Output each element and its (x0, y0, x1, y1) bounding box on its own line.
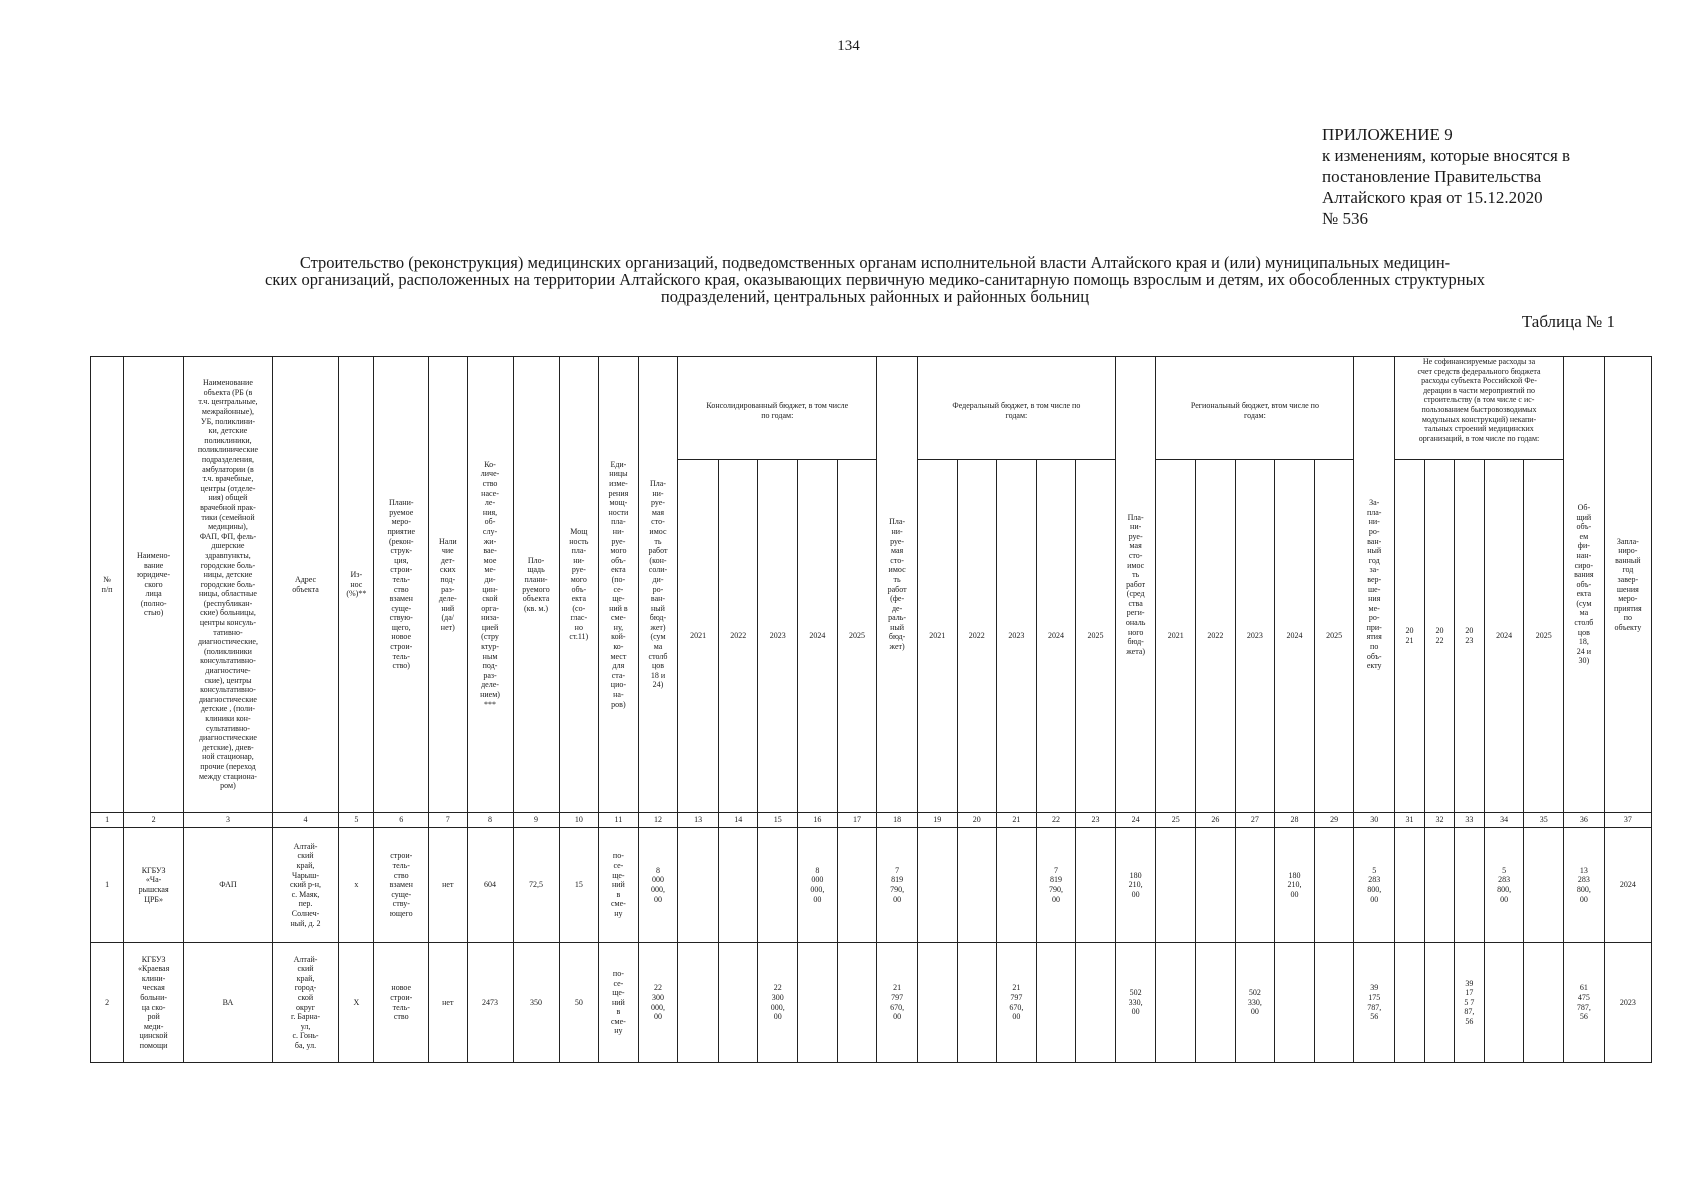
table-cell: 22 300 000, 00 (638, 943, 678, 1063)
table-cell (1156, 828, 1196, 943)
title-line: ских организаций, расположенных на территории Алтайского края, оказывающих первичную медико-санитарную помощь взрослым и детям, их обособленных структурных (265, 270, 1485, 289)
header-cell-total-funding: Об- щий объ- ем фи- нан- сиро- вания объ- екта (сум ма столб цов 18, 24 и 30) (1564, 357, 1605, 813)
header-year: 2025 (1524, 460, 1564, 813)
header-cell-area: Пло- щадь плани- руемого объекта (кв. м.) (513, 357, 559, 813)
header-year: 20 23 (1454, 460, 1484, 813)
table-cell (1454, 828, 1484, 943)
table-cell (798, 943, 838, 1063)
table-cell: 502 330, 00 (1115, 943, 1156, 1063)
table-cell (1076, 943, 1116, 1063)
table-cell: 21 797 670, 00 (997, 943, 1037, 1063)
column-number: 26 (1196, 813, 1236, 828)
column-number: 27 (1235, 813, 1275, 828)
column-number: 5 (339, 813, 374, 828)
table-row (91, 828, 1652, 943)
column-number: 36 (1564, 813, 1605, 828)
column-number-row (91, 813, 1652, 828)
column-number: 24 (1115, 813, 1156, 828)
table-cell (718, 828, 758, 943)
table-cell: 7 819 790, 00 (877, 828, 918, 943)
table-cell (1395, 943, 1425, 1063)
table-cell: 2024 (1604, 828, 1651, 943)
column-number: 14 (718, 813, 758, 828)
table-cell: 5 283 800, 00 (1354, 828, 1395, 943)
header-cell-legal-entity: Наимено- вание юридиче- ского лица (полно- стью) (124, 357, 184, 813)
column-number: 37 (1604, 813, 1651, 828)
column-number: 12 (638, 813, 678, 828)
table-cell (678, 943, 719, 1063)
table-cell: 180 210, 00 (1275, 828, 1315, 943)
table-cell: 2473 (467, 943, 513, 1063)
table-cell (1314, 828, 1354, 943)
table-cell: 50 (559, 943, 599, 1063)
table-cell: строи- тель- ство взамен суще- ству- ющего (374, 828, 429, 943)
appendix-line: постановление Правительства (1322, 167, 1542, 186)
column-number: 13 (678, 813, 719, 828)
table-cell: 8 000 000, 00 (798, 828, 838, 943)
header-cell-wear: Из- нос (%)** (339, 357, 374, 813)
table-cell: новое строи- тель- ство (374, 943, 429, 1063)
header-year: 2025 (1314, 460, 1354, 813)
table-cell: 72,5 (513, 828, 559, 943)
column-number: 3 (184, 813, 273, 828)
header-year: 2022 (718, 460, 758, 813)
table-cell: нет (429, 828, 468, 943)
table-cell: 39 17 5 7 87, 56 (1454, 943, 1484, 1063)
table-cell: нет (429, 943, 468, 1063)
column-number: 35 (1524, 813, 1564, 828)
table-cell (1524, 943, 1564, 1063)
table-cell: 1 (91, 828, 124, 943)
header-cell-consolidated-cost: Пла- ни- руе- мая сто- имос ть работ (кон- соли- ди- ро- ван- ный бюд- жет) (сум ма столб цов 18 и 24) (638, 357, 678, 813)
table-cell (758, 828, 798, 943)
table-cell: 21 797 670, 00 (877, 943, 918, 1063)
column-number: 25 (1156, 813, 1196, 828)
header-cell-federal-cost: Пла- ни- руе- мая сто- имос ть работ (фе- де- раль- ный бюд- жет) (877, 357, 918, 813)
header-cell-capacity: Мощ ность пла- ни- руе- мого объ- екта (со- глас- но ст.11) (559, 357, 599, 813)
header-year: 20 22 (1424, 460, 1454, 813)
column-number: 7 (429, 813, 468, 828)
column-number: 19 (917, 813, 957, 828)
appendix-line: № 536 (1322, 209, 1368, 228)
table-cell: 502 330, 00 (1235, 943, 1275, 1063)
table-cell: 15 (559, 828, 599, 943)
table-cell (678, 828, 719, 943)
header-group-non-cofinanced: Не софинансируемые расходы за счет средств федерального бюджета расходы субъекта Российской Фе- дерации в части мероприятий по строительству (в том числе с ис- пользованием быстровозводимых модульных конструкций) некапи- тальных строений медицинских организаций, в том числе по годам: (1395, 357, 1564, 460)
table-cell (1524, 828, 1564, 943)
table-cell: 7 819 790, 00 (1036, 828, 1076, 943)
column-number: 21 (997, 813, 1037, 828)
table-cell (837, 943, 877, 1063)
table-cell (957, 943, 997, 1063)
header-year: 2024 (798, 460, 838, 813)
table-cell (997, 828, 1037, 943)
table-cell: по- се- ще- ний в сме- ну (599, 828, 639, 943)
table-cell (1484, 943, 1524, 1063)
header-group-consolidated: Консолидированный бюджет, в том числе по годам: (678, 357, 877, 460)
table-cell: 5 283 800, 00 (1484, 828, 1524, 943)
table-cell: по- се- ще- ний в сме- ну (599, 943, 639, 1063)
table-cell: Х (339, 943, 374, 1063)
column-number: 4 (272, 813, 338, 828)
table-row (91, 943, 1652, 1063)
column-number: 2 (124, 813, 184, 828)
document-title (140, 254, 1610, 305)
column-number: 31 (1395, 813, 1425, 828)
header-year: 2024 (1036, 460, 1076, 813)
table-cell: 22 300 000, 00 (758, 943, 798, 1063)
column-number: 10 (559, 813, 599, 828)
table-cell: КГБУЗ «Краевая клини- ческая больни- ца ско- рой меди- цинской помощи (124, 943, 184, 1063)
column-number: 15 (758, 813, 798, 828)
column-number: 6 (374, 813, 429, 828)
header-cell-completion-year: Запла- ниро- ванный год завер- шения меро- приятия по объекту (1604, 357, 1651, 813)
column-number: 29 (1314, 813, 1354, 828)
header-cell-planned-measure: Плани- руемое меро- приятие (рекон- струк- ция, строи- тель- ство взамен суще- ствую- щего, новое строи- тель- ство) (374, 357, 429, 813)
appendix-line: ПРИЛОЖЕНИЕ 9 (1322, 125, 1453, 144)
table-cell (1424, 943, 1454, 1063)
table-label: Таблица № 1 (1521, 312, 1615, 331)
header-cell-regional-cost: Пла- ни- руе- мая сто- имос ть работ (сред ства реги- ональ ного бюд- жета) (1115, 357, 1156, 813)
column-number: 23 (1076, 813, 1116, 828)
column-number: 17 (837, 813, 877, 828)
table-cell (917, 943, 957, 1063)
header-group-federal: Федеральный бюджет, в том числе по годам: (917, 357, 1115, 460)
table-cell: х (339, 828, 374, 943)
header-year: 2022 (957, 460, 997, 813)
header-year: 2023 (997, 460, 1037, 813)
column-number: 8 (467, 813, 513, 828)
table-cell (718, 943, 758, 1063)
header-group-regional: Региональный бюджет, втом числе по годам: (1156, 357, 1354, 460)
table-cell (917, 828, 957, 943)
page-number: 134 (837, 38, 860, 54)
header-year: 20 21 (1395, 460, 1425, 813)
table-cell (1156, 943, 1196, 1063)
table-cell: ВА (184, 943, 273, 1063)
header-cell-planned-year: За- пла- ни- ро- ван- ный год за- вер- ше- ния ме- ро- при- ятия по объ- екту (1354, 357, 1395, 813)
column-number: 32 (1424, 813, 1454, 828)
appendix-line: Алтайского края от 15.12.2020 (1322, 188, 1543, 207)
column-number: 16 (798, 813, 838, 828)
column-number: 30 (1354, 813, 1395, 828)
header-cell-object-name: Наименование объекта (РБ (в т.ч. центральные, межрайонные), УБ, поликлини- ки, детские поликлиники, поликлинические подразделения, амбулатории (в т.ч. врачебные, центры (отделе- ния) общей врачебной прак- тики (семейной медицины), ФАП, ФП, фель- дшерские здравпункты, городские боль- ницы, детские городские боль- ницы, областные (республикан- ские) больницы, центры консуль- тативно- диагностические, (поликлиники консультативно- диагностиче- ские), центры консультативно- диагностические детские , (поли- клиники кон- сультативно- диагностические детские), днев- ной стационар, прочие (переход между стациона- ром) (184, 357, 273, 813)
header-year: 2021 (917, 460, 957, 813)
title-line: Строительство (реконструкция) медицинских организаций, подведомственных органам исполнительной власти Алтайского края и (или) муниципальных медицин- (299, 253, 1451, 272)
title-line: подразделений, центральных районных и районных больниц (660, 287, 1090, 306)
header-year: 2024 (1484, 460, 1524, 813)
table-cell: ФАП (184, 828, 273, 943)
header-year: 2023 (1235, 460, 1275, 813)
header-cell-number: № п/п (91, 357, 124, 813)
header-cell-population: Ко- личе- ство насе- ле- ния, об- слу- жи- вае- мое ме- ди- цин- ской орга- низа- цией (стру ктур- ным под- раз- деле- нием) *** (467, 357, 513, 813)
header-year: 2023 (758, 460, 798, 813)
header-year: 2022 (1196, 460, 1236, 813)
appendix-line: к изменениям, которые вносятся в (1322, 146, 1571, 165)
table-cell (1275, 943, 1315, 1063)
column-number: 11 (599, 813, 639, 828)
column-number: 22 (1036, 813, 1076, 828)
column-number: 9 (513, 813, 559, 828)
header-year: 2024 (1275, 460, 1315, 813)
header-cell-address: Адрес объекта (272, 357, 338, 813)
table-cell: Алтай- ский край, Чарыш- ский р-н, с. Маяк, пер. Солнеч- ный, д. 2 (272, 828, 338, 943)
table-cell: 8 000 000, 00 (638, 828, 678, 943)
column-number: 20 (957, 813, 997, 828)
table-cell: Алтай- ский край, город- ской округ г. Барна- ул, с. Гонь- ба, ул. (272, 943, 338, 1063)
table-cell: 61 475 787, 56 (1564, 943, 1605, 1063)
table-cell (837, 828, 877, 943)
table-cell (1424, 828, 1454, 943)
table-cell: 2023 (1604, 943, 1651, 1063)
header-year: 2025 (837, 460, 877, 813)
table-cell: 39 175 787, 56 (1354, 943, 1395, 1063)
table-cell: 350 (513, 943, 559, 1063)
table-cell (1036, 943, 1076, 1063)
column-number: 1 (91, 813, 124, 828)
header-year: 2021 (678, 460, 719, 813)
header-year: 2021 (1156, 460, 1196, 813)
table-cell (1076, 828, 1116, 943)
table-cell (1314, 943, 1354, 1063)
column-number: 28 (1275, 813, 1315, 828)
table-cell: 604 (467, 828, 513, 943)
appendix-block (1322, 124, 1652, 229)
column-number: 33 (1454, 813, 1484, 828)
table-cell: 180 210, 00 (1115, 828, 1156, 943)
header-cell-capacity-units: Еди- ницы изме- рения мощ- ности пла- ни- руе- мого объ- екта (по- се- ще- ний в сме- ну, кой- ко- мест для ста- цио- на- ров) (599, 357, 639, 813)
column-number: 34 (1484, 813, 1524, 828)
header-cell-children-units: Нали чие дет- ских под- раз- деле- ний (да/ нет) (429, 357, 468, 813)
table-cell (957, 828, 997, 943)
table-cell (1196, 828, 1236, 943)
table-cell (1395, 828, 1425, 943)
construction-table (90, 356, 1652, 1063)
table-cell: 13 283 800, 00 (1564, 828, 1605, 943)
table-cell: 2 (91, 943, 124, 1063)
header-year: 2025 (1076, 460, 1116, 813)
table-cell (1196, 943, 1236, 1063)
column-number: 18 (877, 813, 918, 828)
table-cell (1235, 828, 1275, 943)
table-cell: КГБУЗ «Ча- рышская ЦРБ» (124, 828, 184, 943)
